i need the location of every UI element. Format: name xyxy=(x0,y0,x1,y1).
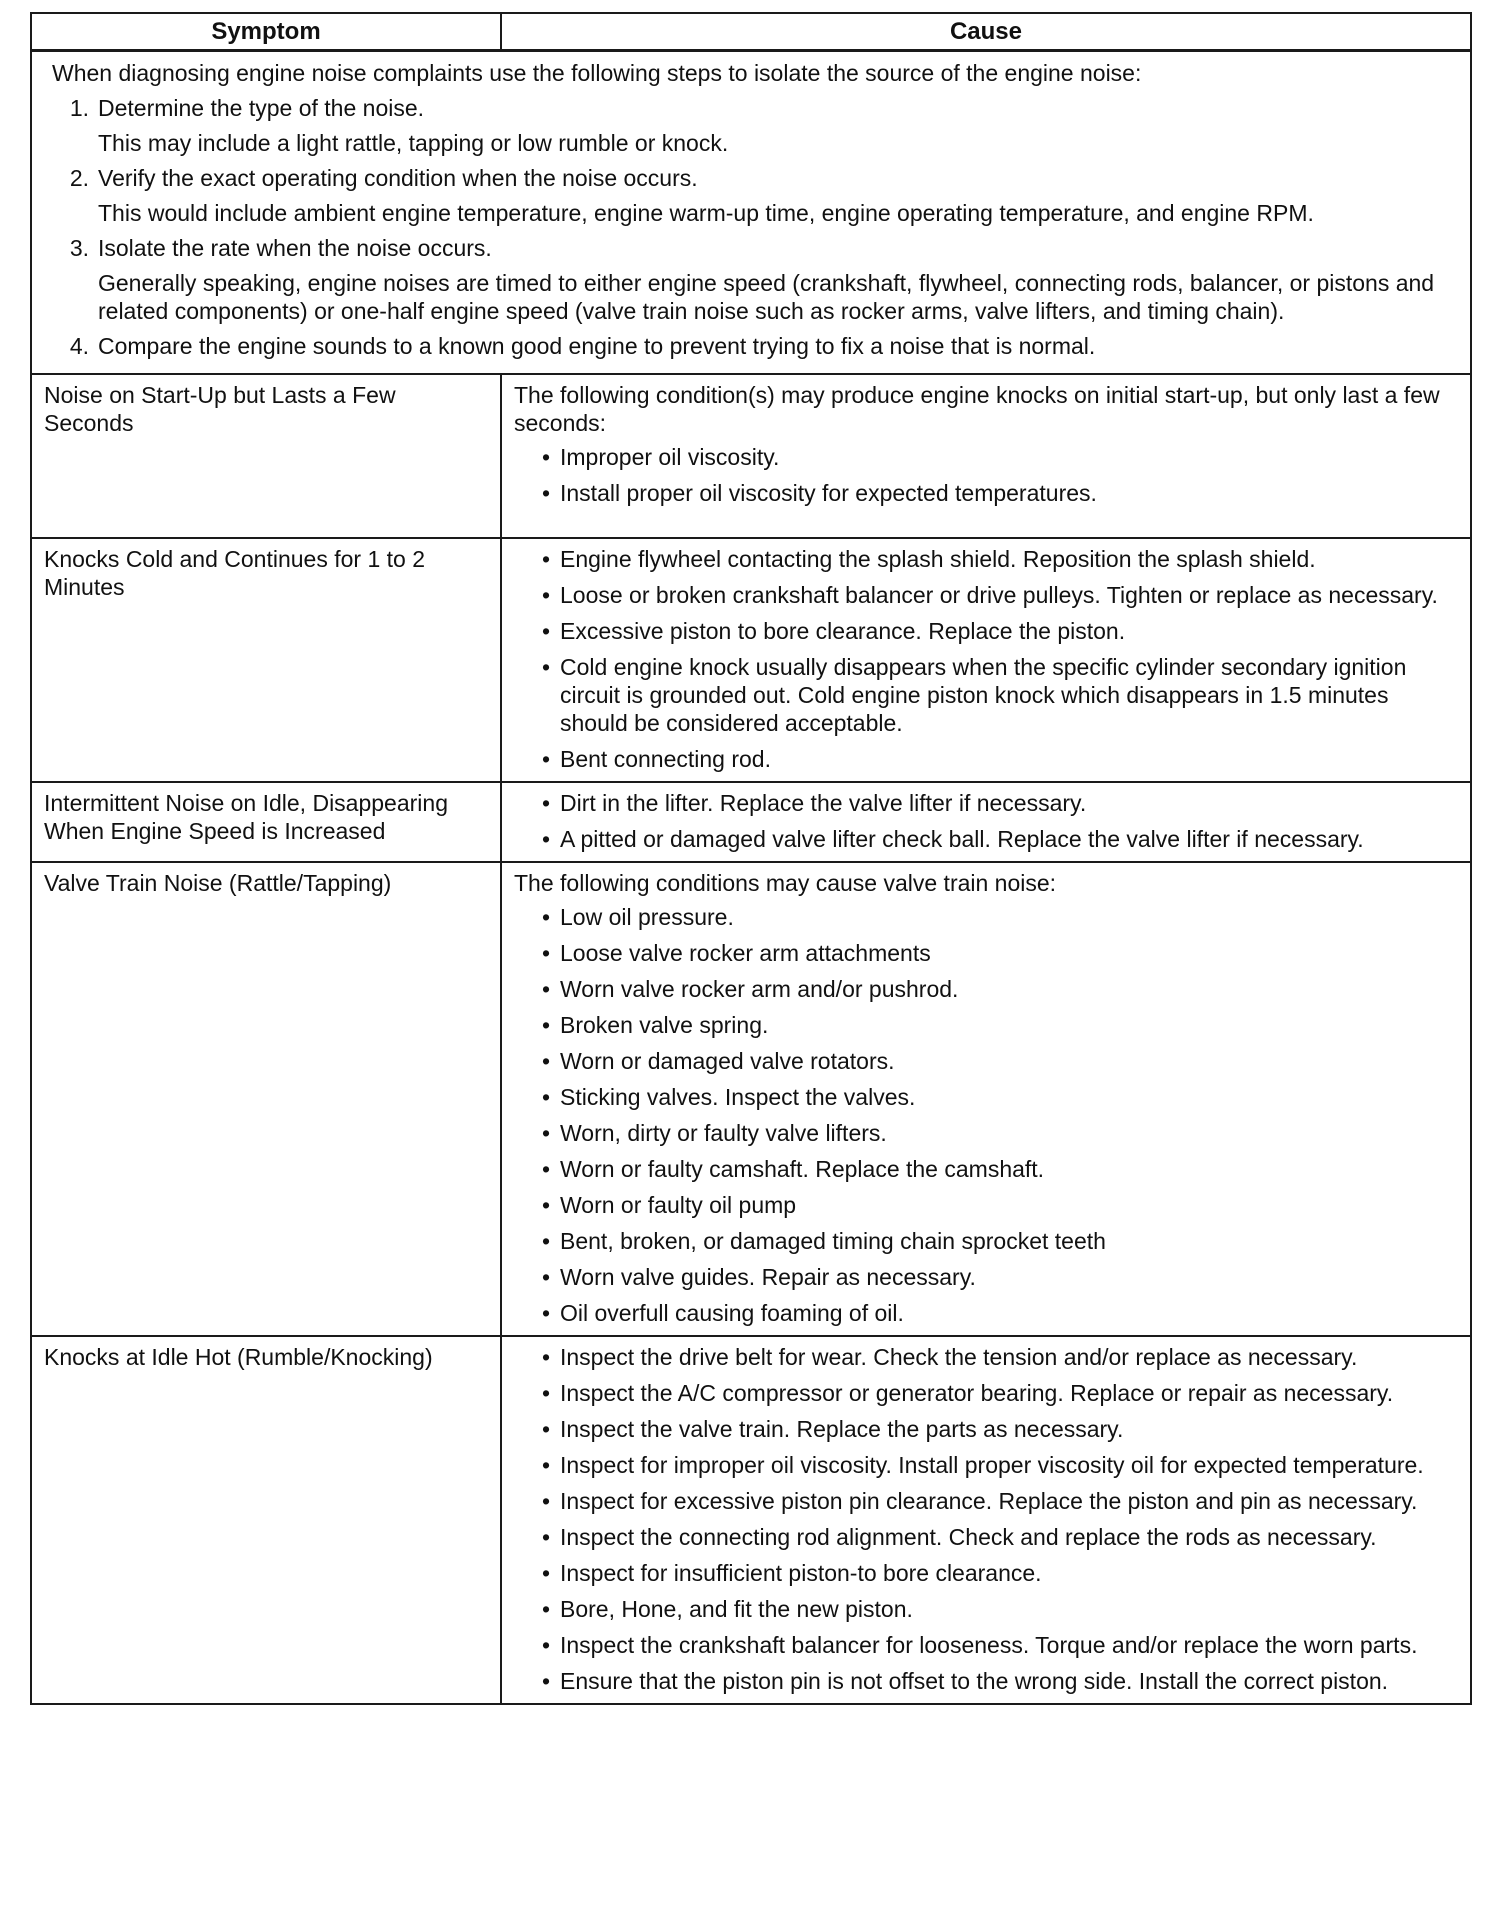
cause-item: • Loose or broken crankshaft balancer or drive pulleys. Tighten or replace as necessary. xyxy=(542,581,1462,609)
step-detail: Generally speaking, engine noises are timed to either engine speed (crankshaft, flywheel, connecting rods, balancer, or pistons and related components) or one-half engine speed (valve train noise such as rocker arms, valve lifters, and timing chain). xyxy=(98,270,1435,324)
diagnosis-table xyxy=(30,12,1472,1705)
intro-cell xyxy=(31,51,1471,375)
cause-list xyxy=(514,1343,1462,1695)
cause-item: • Worn or faulty oil pump xyxy=(542,1191,1462,1219)
cause-list xyxy=(514,545,1462,773)
step-title: Isolate the rate when the noise occurs. xyxy=(98,235,492,261)
cause-cell xyxy=(501,782,1471,862)
cause-item: • Sticking valves. Inspect the valves. xyxy=(542,1083,1462,1111)
step-number: 1. xyxy=(69,95,89,121)
cause-list xyxy=(514,789,1462,853)
cause-item: • Inspect the valve train. Replace the parts as necessary. xyxy=(542,1415,1462,1443)
symptom-row-startup-noise xyxy=(31,374,1471,538)
step-number: 2. xyxy=(69,165,89,191)
cause-item: • Worn, dirty or faulty valve lifters. xyxy=(542,1119,1462,1147)
cause-cell xyxy=(501,374,1471,538)
cause-item: • Inspect the crankshaft balancer for looseness. Torque and/or replace the worn parts. xyxy=(542,1631,1462,1659)
cause-item: • Worn valve guides. Repair as necessary. xyxy=(542,1263,1462,1291)
cause-list xyxy=(514,903,1462,1327)
step-title: Determine the type of the noise. xyxy=(98,95,425,121)
cause-item: • Dirt in the lifter. Replace the valve lifter if necessary. xyxy=(542,789,1462,817)
cause-column-header: Cause xyxy=(501,13,1471,51)
cause-cell xyxy=(501,1336,1471,1704)
engine-noise-diagnosis-document xyxy=(30,12,1472,1705)
cause-item: • Excessive piston to bore clearance. Replace the piston. xyxy=(542,617,1462,645)
cause-list xyxy=(514,443,1462,507)
cause-item: • Bore, Hone, and fit the new piston. xyxy=(542,1595,1462,1623)
symptom-column-header: Symptom xyxy=(31,13,501,51)
cause-item: • Inspect for improper oil viscosity. Install proper viscosity oil for expected temperature. xyxy=(542,1451,1462,1479)
cause-item: • Low oil pressure. xyxy=(542,903,1462,931)
header-row xyxy=(31,13,1471,51)
cause-item: • Inspect for insufficient piston-to bore clearance. xyxy=(542,1559,1462,1587)
cause-item: • Install proper oil viscosity for expected temperatures. xyxy=(542,479,1462,507)
symptom-cell xyxy=(31,538,501,782)
cause-item: • Worn or faulty camshaft. Replace the camshaft. xyxy=(542,1155,1462,1183)
symptom-row-knocks-cold xyxy=(31,538,1471,782)
cause-item: • Ensure that the piston pin is not offset to the wrong side. Install the correct piston. xyxy=(542,1667,1462,1695)
symptom-cell: Knocks at Idle Hot (Rumble/Knocking) xyxy=(31,1336,501,1704)
diagnosis-steps-list xyxy=(52,94,1460,360)
diagnosis-step xyxy=(52,332,1460,360)
cause-item: • Worn valve rocker arm and/or pushrod. xyxy=(542,975,1462,1003)
cause-item: • Worn or damaged valve rotators. xyxy=(542,1047,1462,1075)
symptom-row-intermittent-idle xyxy=(31,782,1471,862)
symptom-row-knocks-idle-hot xyxy=(31,1336,1471,1704)
diagnosis-step xyxy=(52,94,1460,157)
cause-item: • Broken valve spring. xyxy=(542,1011,1462,1039)
cause-cell xyxy=(501,862,1471,1336)
step-detail: This may include a light rattle, tapping or low rumble or knock. xyxy=(98,130,729,156)
step-title: Verify the exact operating condition when the noise occurs. xyxy=(98,165,698,191)
step-title: Compare the engine sounds to a known good engine to prevent trying to fix a noise that is normal. xyxy=(98,333,1096,359)
diagnosis-step xyxy=(52,234,1460,325)
cause-item: • Bent, broken, or damaged timing chain sprocket teeth xyxy=(542,1227,1462,1255)
cause-item: • Inspect the A/C compressor or generator bearing. Replace or repair as necessary. xyxy=(542,1379,1462,1407)
cause-item: • Improper oil viscosity. xyxy=(542,443,1462,471)
cause-item: • Oil overfull causing foaming of oil. xyxy=(542,1299,1462,1327)
cause-item: • Loose valve rocker arm attachments xyxy=(542,939,1462,967)
cause-item: • A pitted or damaged valve lifter check ball. Replace the valve lifter if necessary. xyxy=(542,825,1462,853)
cause-item: • Inspect the connecting rod alignment. Check and replace the rods as necessary. xyxy=(542,1523,1462,1551)
cause-lead-text: The following condition(s) may produce engine knocks on initial start-up, but only last a few seconds: xyxy=(514,382,1440,436)
symptom-cell: Valve Train Noise (Rattle/Tapping) xyxy=(31,862,501,1336)
diagnosis-step xyxy=(52,164,1460,227)
cause-item: • Bent connecting rod. xyxy=(542,745,1462,773)
step-detail: This would include ambient engine temperature, engine warm-up time, engine operating temperature, and engine RPM. xyxy=(98,200,1314,226)
step-number: 3. xyxy=(69,235,89,261)
symptom-cell: Intermittent Noise on Idle, Disappearing When Engine Speed is Increased xyxy=(31,782,501,862)
intro-row xyxy=(31,51,1471,375)
step-number: 4. xyxy=(69,333,89,359)
symptom-row-valve-train xyxy=(31,862,1471,1336)
cause-lead-text: The following conditions may cause valve train noise: xyxy=(514,870,1057,896)
intro-lead-text: When diagnosing engine noise complaints use the following steps to isolate the source of the engine noise: xyxy=(52,60,1142,86)
symptom-text: Knocks Cold and Continues for 1 to 2 Minutes xyxy=(44,546,426,600)
cause-cell xyxy=(501,538,1471,782)
cause-item: • Inspect the drive belt for wear. Check the tension and/or replace as necessary. xyxy=(542,1343,1462,1371)
cause-item: • Inspect for excessive piston pin clearance. Replace the piston and pin as necessary. xyxy=(542,1487,1462,1515)
cause-item: • Cold engine knock usually disappears when the specific cylinder secondary ignition circuit is grounded out. Cold engine piston knock which disappears in 1.5 minutes should be considered acceptable. xyxy=(542,653,1462,737)
cause-item: • Engine flywheel contacting the splash shield. Reposition the splash shield. xyxy=(542,545,1462,573)
symptom-cell: Noise on Start-Up but Lasts a Few Seconds xyxy=(31,374,501,538)
